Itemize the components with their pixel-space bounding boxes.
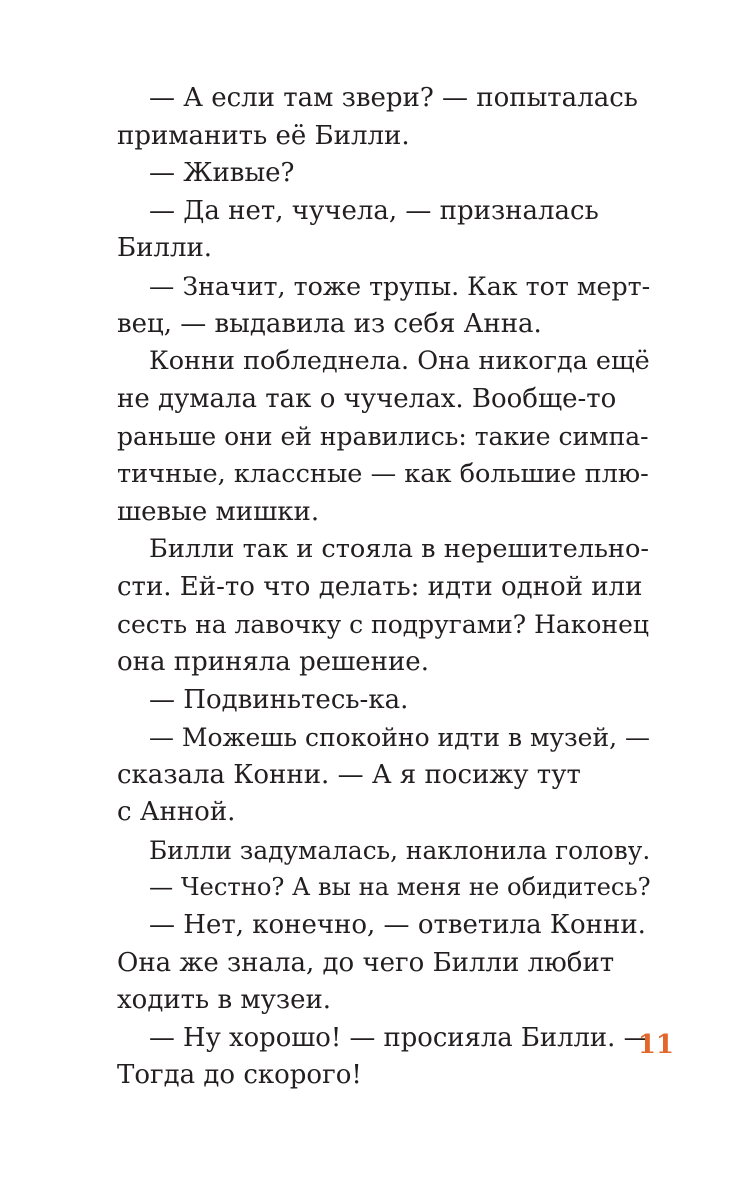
text-line: не думала так о чучелах. Вообще-то — [117, 383, 617, 414]
text-line: сесть на лавочку с подругами? Наконец — [117, 610, 649, 640]
text-line: Конни побледнела. Она никогда ещё — [149, 346, 650, 377]
text-line: шевые мишки. — [117, 496, 320, 527]
text-line: тичные, классные — как большие плю- — [117, 458, 649, 489]
text-line: приманить её Билли. — [117, 120, 410, 151]
page-number: 11 — [637, 1030, 674, 1060]
text-line: Она же знала, до чего Билли любит — [117, 947, 615, 978]
text-line: — Можешь спокойно идти в музей, — — [149, 723, 650, 753]
text-line: Билли задумалась, наклонила голову. — [149, 835, 651, 865]
text-line: ходить в музеи. — [117, 985, 332, 1016]
text-line: — Значит, тоже трупы. Как тот мерт- — [149, 271, 651, 301]
text-line: Билли так и стояла в нерешительно- — [149, 534, 650, 565]
text-line: — Нет, конечно, — ответила Конни. — [149, 910, 646, 941]
text-line: Билли. — [117, 233, 213, 264]
text-line: вец, — выдавила из себя Анна. — [117, 308, 542, 339]
text-line: Тогда до скорого! — [117, 1060, 362, 1091]
text-line: сти. Ей-то что делать: идти одной или — [117, 571, 643, 602]
body-text — [117, 80, 649, 1095]
text-line: — Честно? А вы на меня не обидитесь? — [149, 873, 651, 902]
text-line: она приняла решение. — [117, 646, 429, 677]
text-line: раньше они ей нравились: такие симпа- — [117, 422, 649, 452]
text-line: — Подвиньтесь-ка. — [149, 684, 409, 715]
text-line: сказала Конни. — А я посижу тут — [117, 759, 581, 790]
text-line: — Ну хорошо! — просияла Билли. — — [149, 1022, 650, 1053]
text-line: — Живые? — [149, 158, 295, 189]
text-line: — Да нет, чучела, — призналась — [149, 195, 599, 226]
text-line: с Анной. — [117, 797, 236, 828]
text-line: — А если там звери? — попыталась — [149, 83, 638, 113]
